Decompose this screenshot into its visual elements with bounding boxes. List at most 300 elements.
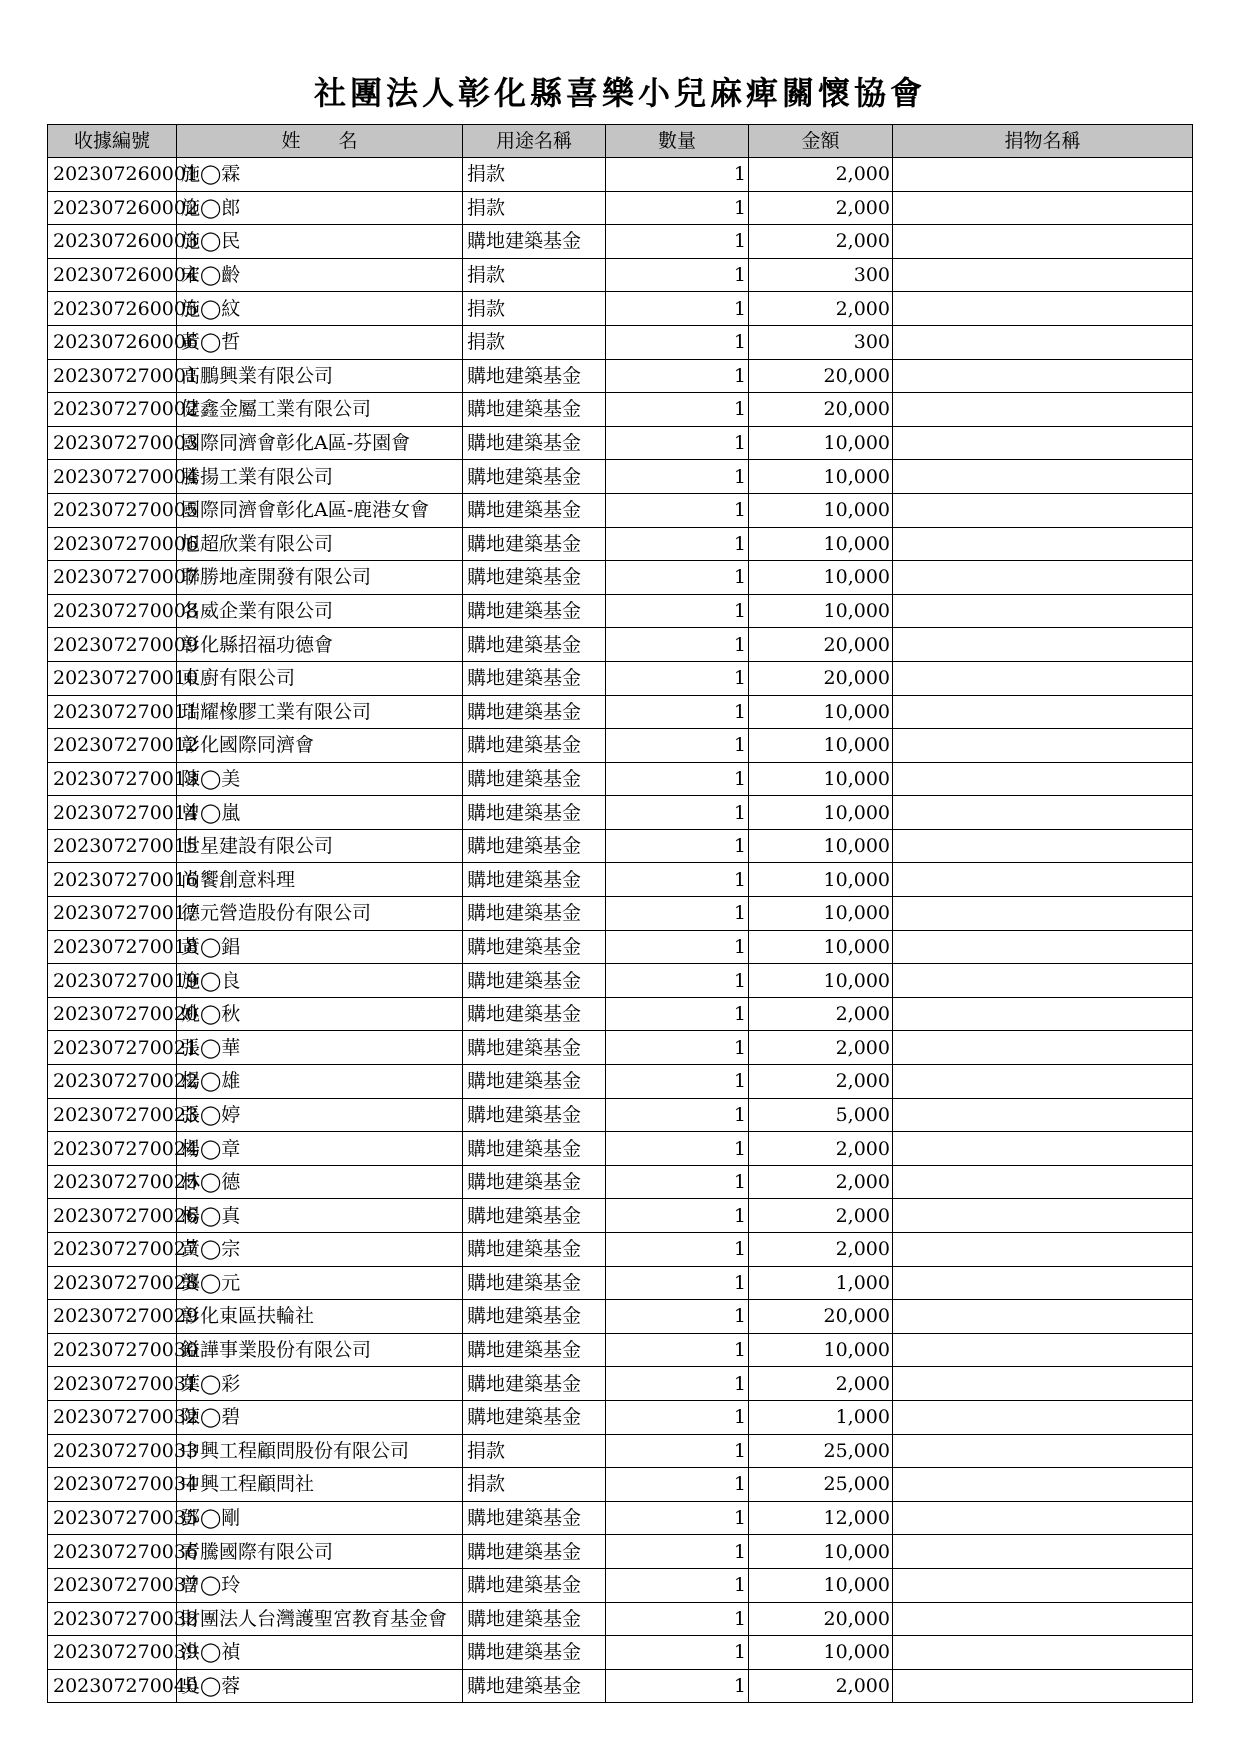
item-name-cell: [893, 325, 1193, 359]
item-name-cell: [893, 191, 1193, 225]
item-name-cell: [893, 527, 1193, 561]
amount-cell: 10,000: [749, 863, 893, 897]
table-row: [48, 1233, 1193, 1267]
purpose-cell: 捐款: [463, 325, 606, 359]
table-row: [48, 695, 1193, 729]
purpose-cell: 購地建築基金: [463, 997, 606, 1031]
table-row: [48, 258, 1193, 292]
quantity-cell: 1: [606, 359, 749, 393]
quantity-cell: 1: [606, 863, 749, 897]
amount-cell: 10,000: [749, 897, 893, 931]
purpose-cell: 購地建築基金: [463, 628, 606, 662]
receipt-no-cell: 202307270035: [48, 1501, 177, 1535]
receipt-no-cell: 202307270026: [48, 1199, 177, 1233]
donor-name-cell: 張◯華: [177, 1031, 463, 1065]
purpose-cell: 購地建築基金: [463, 1165, 606, 1199]
item-name-cell: [893, 964, 1193, 998]
quantity-cell: 1: [606, 561, 749, 595]
donor-name-cell: 高鵬興業有限公司: [177, 359, 463, 393]
item-name-cell: [893, 661, 1193, 695]
purpose-cell: 購地建築基金: [463, 1400, 606, 1434]
quantity-cell: 1: [606, 258, 749, 292]
purpose-cell: 購地建築基金: [463, 594, 606, 628]
table-body: [48, 158, 1193, 1703]
receipt-no-cell: 202307270021: [48, 1031, 177, 1065]
amount-cell: 20,000: [749, 359, 893, 393]
purpose-cell: 購地建築基金: [463, 359, 606, 393]
receipt-no-cell: 202307270039: [48, 1636, 177, 1670]
quantity-cell: 1: [606, 1669, 749, 1703]
table-row: [48, 897, 1193, 931]
amount-cell: 10,000: [749, 1636, 893, 1670]
item-name-cell: [893, 1300, 1193, 1334]
donor-name-cell: 中興工程顧問社: [177, 1468, 463, 1502]
quantity-cell: 1: [606, 393, 749, 427]
purpose-cell: 購地建築基金: [463, 1669, 606, 1703]
donor-name-cell: 洪◯禎: [177, 1636, 463, 1670]
purpose-cell: 購地建築基金: [463, 1233, 606, 1267]
donor-name-cell: 國際同濟會彰化A區-芬園會: [177, 426, 463, 460]
purpose-cell: 購地建築基金: [463, 460, 606, 494]
table-row: [48, 829, 1193, 863]
purpose-cell: 購地建築基金: [463, 729, 606, 763]
table-row: [48, 863, 1193, 897]
amount-cell: 20,000: [749, 661, 893, 695]
item-name-cell: [893, 729, 1193, 763]
amount-cell: 2,000: [749, 1031, 893, 1065]
item-name-cell: [893, 292, 1193, 326]
item-name-cell: [893, 1132, 1193, 1166]
donor-name-cell: 黃◯錩: [177, 930, 463, 964]
quantity-cell: 1: [606, 930, 749, 964]
table-row: [48, 1065, 1193, 1099]
quantity-cell: 1: [606, 1065, 749, 1099]
purpose-cell: 購地建築基金: [463, 1367, 606, 1401]
item-name-cell: [893, 1434, 1193, 1468]
receipt-no-cell: 202307270009: [48, 628, 177, 662]
quantity-cell: 1: [606, 1098, 749, 1132]
amount-cell: 20,000: [749, 1300, 893, 1334]
donor-name-cell: 中興工程顧問股份有限公司: [177, 1434, 463, 1468]
table-row: [48, 191, 1193, 225]
quantity-cell: 1: [606, 997, 749, 1031]
purpose-cell: 購地建築基金: [463, 762, 606, 796]
donation-table: [47, 124, 1193, 1703]
quantity-cell: 1: [606, 292, 749, 326]
donor-name-cell: 施◯紋: [177, 292, 463, 326]
quantity-cell: 1: [606, 729, 749, 763]
donor-name-cell: 騰揚工業有限公司: [177, 460, 463, 494]
table-row: [48, 930, 1193, 964]
quantity-cell: 1: [606, 1300, 749, 1334]
amount-cell: 10,000: [749, 460, 893, 494]
purpose-cell: 捐款: [463, 292, 606, 326]
table-row: [48, 325, 1193, 359]
donor-name-cell: 彰化東區扶輪社: [177, 1300, 463, 1334]
amount-cell: 2,000: [749, 191, 893, 225]
donor-name-cell: 鎰譁事業股份有限公司: [177, 1333, 463, 1367]
receipt-no-cell: 202307270004: [48, 460, 177, 494]
table-row: [48, 1501, 1193, 1535]
purpose-cell: 購地建築基金: [463, 426, 606, 460]
donor-name-cell: 施◯郎: [177, 191, 463, 225]
receipt-no-cell: 202307270023: [48, 1098, 177, 1132]
purpose-cell: 捐款: [463, 191, 606, 225]
purpose-cell: 購地建築基金: [463, 493, 606, 527]
purpose-cell: 購地建築基金: [463, 1065, 606, 1099]
item-name-cell: [893, 762, 1193, 796]
donor-name-cell: 宋◯齡: [177, 258, 463, 292]
item-name-cell: [893, 1636, 1193, 1670]
purpose-cell: 捐款: [463, 1434, 606, 1468]
item-name-cell: [893, 829, 1193, 863]
donor-name-cell: 東廚有限公司: [177, 661, 463, 695]
item-name-cell: [893, 997, 1193, 1031]
amount-cell: 2,000: [749, 158, 893, 192]
item-name-cell: [893, 1098, 1193, 1132]
donor-name-cell: 龔◯元: [177, 1266, 463, 1300]
amount-cell: 10,000: [749, 796, 893, 830]
item-name-cell: [893, 1568, 1193, 1602]
donor-name-cell: 林◯德: [177, 1165, 463, 1199]
donor-name-cell: 德元營造股份有限公司: [177, 897, 463, 931]
amount-cell: 20,000: [749, 628, 893, 662]
amount-cell: 2,000: [749, 1233, 893, 1267]
donor-name-cell: 尚饗創意料理: [177, 863, 463, 897]
purpose-cell: 購地建築基金: [463, 561, 606, 595]
receipt-no-cell: 202307270040: [48, 1669, 177, 1703]
table-row: [48, 1434, 1193, 1468]
table-row: [48, 1199, 1193, 1233]
quantity-cell: 1: [606, 1199, 749, 1233]
item-name-cell: [893, 1669, 1193, 1703]
purpose-cell: 購地建築基金: [463, 829, 606, 863]
item-name-cell: [893, 1400, 1193, 1434]
header-purpose: 用途名稱: [463, 125, 606, 158]
donor-name-cell: 名威企業有限公司: [177, 594, 463, 628]
item-name-cell: [893, 225, 1193, 259]
quantity-cell: 1: [606, 493, 749, 527]
table-row: [48, 1165, 1193, 1199]
receipt-no-cell: 202307270028: [48, 1266, 177, 1300]
receipt-no-cell: 202307270018: [48, 930, 177, 964]
donor-name-cell: 姚◯秋: [177, 997, 463, 1031]
table-row: [48, 762, 1193, 796]
receipt-no-cell: 202307270038: [48, 1602, 177, 1636]
quantity-cell: 1: [606, 964, 749, 998]
quantity-cell: 1: [606, 897, 749, 931]
quantity-cell: 1: [606, 191, 749, 225]
amount-cell: 10,000: [749, 964, 893, 998]
item-name-cell: [893, 1501, 1193, 1535]
amount-cell: 2,000: [749, 997, 893, 1031]
purpose-cell: 購地建築基金: [463, 527, 606, 561]
table-row: [48, 661, 1193, 695]
purpose-cell: 捐款: [463, 158, 606, 192]
receipt-no-cell: 202307270011: [48, 695, 177, 729]
donor-name-cell: 陳◯碧: [177, 1400, 463, 1434]
item-name-cell: [893, 359, 1193, 393]
item-name-cell: [893, 1367, 1193, 1401]
item-name-cell: [893, 930, 1193, 964]
quantity-cell: 1: [606, 695, 749, 729]
table-row: [48, 1031, 1193, 1065]
header-name: 姓 名: [177, 125, 463, 158]
receipt-no-cell: 202307270014: [48, 796, 177, 830]
receipt-no-cell: 202307260005: [48, 292, 177, 326]
table-row: [48, 1669, 1193, 1703]
purpose-cell: 購地建築基金: [463, 1266, 606, 1300]
amount-cell: 10,000: [749, 729, 893, 763]
donor-name-cell: 施◯民: [177, 225, 463, 259]
item-name-cell: [893, 158, 1193, 192]
donor-name-cell: 張◯婷: [177, 1098, 463, 1132]
quantity-cell: 1: [606, 1266, 749, 1300]
item-name-cell: [893, 897, 1193, 931]
receipt-no-cell: 202307270025: [48, 1165, 177, 1199]
quantity-cell: 1: [606, 661, 749, 695]
quantity-cell: 1: [606, 1165, 749, 1199]
amount-cell: 2,000: [749, 292, 893, 326]
item-name-cell: [893, 426, 1193, 460]
purpose-cell: 購地建築基金: [463, 796, 606, 830]
donor-name-cell: 鄧◯剛: [177, 1501, 463, 1535]
quantity-cell: 1: [606, 1468, 749, 1502]
amount-cell: 1,000: [749, 1400, 893, 1434]
item-name-cell: [893, 1266, 1193, 1300]
purpose-cell: 購地建築基金: [463, 1333, 606, 1367]
quantity-cell: 1: [606, 594, 749, 628]
amount-cell: 10,000: [749, 762, 893, 796]
table-row: [48, 158, 1193, 192]
receipt-no-cell: 202307270020: [48, 997, 177, 1031]
quantity-cell: 1: [606, 762, 749, 796]
receipt-no-cell: 202307260001: [48, 158, 177, 192]
amount-cell: 5,000: [749, 1098, 893, 1132]
table-row: [48, 997, 1193, 1031]
quantity-cell: 1: [606, 426, 749, 460]
amount-cell: 300: [749, 258, 893, 292]
table-row: [48, 393, 1193, 427]
receipt-no-cell: 202307260006: [48, 325, 177, 359]
item-name-cell: [893, 1199, 1193, 1233]
table-row: [48, 292, 1193, 326]
quantity-cell: 1: [606, 1535, 749, 1569]
receipt-no-cell: 202307270037: [48, 1568, 177, 1602]
table-row: [48, 1098, 1193, 1132]
amount-cell: 10,000: [749, 561, 893, 595]
item-name-cell: [893, 863, 1193, 897]
amount-cell: 10,000: [749, 1333, 893, 1367]
donor-name-cell: 彰化縣招福功德會: [177, 628, 463, 662]
item-name-cell: [893, 1468, 1193, 1502]
quantity-cell: 1: [606, 1367, 749, 1401]
amount-cell: 10,000: [749, 829, 893, 863]
purpose-cell: 購地建築基金: [463, 1602, 606, 1636]
receipt-no-cell: 202307270006: [48, 527, 177, 561]
table-row: [48, 1367, 1193, 1401]
receipt-no-cell: 202307270001: [48, 359, 177, 393]
table-row: [48, 1300, 1193, 1334]
quantity-cell: 1: [606, 829, 749, 863]
purpose-cell: 購地建築基金: [463, 964, 606, 998]
purpose-cell: 購地建築基金: [463, 863, 606, 897]
purpose-cell: 購地建築基金: [463, 1636, 606, 1670]
quantity-cell: 1: [606, 527, 749, 561]
purpose-cell: 購地建築基金: [463, 393, 606, 427]
purpose-cell: 購地建築基金: [463, 1501, 606, 1535]
table-row: [48, 964, 1193, 998]
donor-name-cell: 瑞耀橡膠工業有限公司: [177, 695, 463, 729]
purpose-cell: 捐款: [463, 258, 606, 292]
table-row: [48, 729, 1193, 763]
donor-name-cell: 聯勝地產開發有限公司: [177, 561, 463, 595]
amount-cell: 10,000: [749, 695, 893, 729]
purpose-cell: 購地建築基金: [463, 1568, 606, 1602]
item-name-cell: [893, 594, 1193, 628]
amount-cell: 10,000: [749, 493, 893, 527]
quantity-cell: 1: [606, 1602, 749, 1636]
receipt-no-cell: 202307270032: [48, 1400, 177, 1434]
amount-cell: 2,000: [749, 1132, 893, 1166]
amount-cell: 10,000: [749, 426, 893, 460]
receipt-no-cell: 202307270002: [48, 393, 177, 427]
amount-cell: 10,000: [749, 527, 893, 561]
table-row: [48, 1400, 1193, 1434]
donor-name-cell: 楊◯真: [177, 1199, 463, 1233]
receipt-no-cell: 202307270029: [48, 1300, 177, 1334]
donor-name-cell: 旭超欣業有限公司: [177, 527, 463, 561]
item-name-cell: [893, 258, 1193, 292]
receipt-no-cell: 202307270034: [48, 1468, 177, 1502]
receipt-no-cell: 202307260002: [48, 191, 177, 225]
quantity-cell: 1: [606, 225, 749, 259]
receipt-no-cell: 202307270024: [48, 1132, 177, 1166]
purpose-cell: 購地建築基金: [463, 1031, 606, 1065]
receipt-no-cell: 202307270027: [48, 1233, 177, 1267]
header-quantity: 數量: [606, 125, 749, 158]
purpose-cell: 購地建築基金: [463, 1098, 606, 1132]
amount-cell: 10,000: [749, 1535, 893, 1569]
donor-name-cell: 曾◯玲: [177, 1568, 463, 1602]
quantity-cell: 1: [606, 796, 749, 830]
receipt-no-cell: 202307270016: [48, 863, 177, 897]
table-row: [48, 1636, 1193, 1670]
quantity-cell: 1: [606, 158, 749, 192]
quantity-cell: 1: [606, 1501, 749, 1535]
amount-cell: 20,000: [749, 393, 893, 427]
item-name-cell: [893, 493, 1193, 527]
item-name-cell: [893, 796, 1193, 830]
receipt-no-cell: 202307270012: [48, 729, 177, 763]
receipt-no-cell: 202307260003: [48, 225, 177, 259]
amount-cell: 1,000: [749, 1266, 893, 1300]
receipt-no-cell: 202307270003: [48, 426, 177, 460]
table-header-row: [48, 125, 1193, 158]
amount-cell: 10,000: [749, 594, 893, 628]
table-row: [48, 796, 1193, 830]
donor-name-cell: 楊◯章: [177, 1132, 463, 1166]
table-row: [48, 594, 1193, 628]
donor-name-cell: 世星建設有限公司: [177, 829, 463, 863]
purpose-cell: 購地建築基金: [463, 225, 606, 259]
donor-name-cell: 曾◯嵐: [177, 796, 463, 830]
amount-cell: 25,000: [749, 1468, 893, 1502]
amount-cell: 2,000: [749, 1199, 893, 1233]
table-row: [48, 426, 1193, 460]
item-name-cell: [893, 628, 1193, 662]
donor-name-cell: 施◯良: [177, 964, 463, 998]
purpose-cell: 購地建築基金: [463, 1300, 606, 1334]
donor-name-cell: 彰化國際同濟會: [177, 729, 463, 763]
table-row: [48, 359, 1193, 393]
amount-cell: 12,000: [749, 1501, 893, 1535]
table-row: [48, 460, 1193, 494]
receipt-no-cell: 202307260004: [48, 258, 177, 292]
item-name-cell: [893, 460, 1193, 494]
receipt-no-cell: 202307270017: [48, 897, 177, 931]
item-name-cell: [893, 1165, 1193, 1199]
receipt-no-cell: 202307270008: [48, 594, 177, 628]
item-name-cell: [893, 1065, 1193, 1099]
amount-cell: 300: [749, 325, 893, 359]
purpose-cell: 購地建築基金: [463, 695, 606, 729]
quantity-cell: 1: [606, 460, 749, 494]
quantity-cell: 1: [606, 1132, 749, 1166]
table-row: [48, 1568, 1193, 1602]
amount-cell: 10,000: [749, 930, 893, 964]
receipt-no-cell: 202307270013: [48, 762, 177, 796]
amount-cell: 2,000: [749, 1367, 893, 1401]
table-row: [48, 1333, 1193, 1367]
donor-name-cell: 國際同濟會彰化A區-鹿港女會: [177, 493, 463, 527]
quantity-cell: 1: [606, 325, 749, 359]
receipt-no-cell: 202307270031: [48, 1367, 177, 1401]
quantity-cell: 1: [606, 1568, 749, 1602]
quantity-cell: 1: [606, 1333, 749, 1367]
donor-name-cell: 黃◯哲: [177, 325, 463, 359]
table-row: [48, 1468, 1193, 1502]
header-receipt-no: 收據編號: [48, 125, 177, 158]
header-amount: 金額: [749, 125, 893, 158]
receipt-no-cell: 202307270005: [48, 493, 177, 527]
quantity-cell: 1: [606, 628, 749, 662]
purpose-cell: 購地建築基金: [463, 1132, 606, 1166]
receipt-no-cell: 202307270030: [48, 1333, 177, 1367]
item-name-cell: [893, 393, 1193, 427]
item-name-cell: [893, 1233, 1193, 1267]
table-row: [48, 1602, 1193, 1636]
table-row: [48, 225, 1193, 259]
purpose-cell: 購地建築基金: [463, 930, 606, 964]
purpose-cell: 購地建築基金: [463, 1199, 606, 1233]
table-row: [48, 561, 1193, 595]
table-row: [48, 1535, 1193, 1569]
table-row: [48, 1132, 1193, 1166]
table-row: [48, 1266, 1193, 1300]
item-name-cell: [893, 1535, 1193, 1569]
receipt-no-cell: 202307270036: [48, 1535, 177, 1569]
item-name-cell: [893, 1333, 1193, 1367]
item-name-cell: [893, 695, 1193, 729]
item-name-cell: [893, 1602, 1193, 1636]
donor-name-cell: 楊◯雄: [177, 1065, 463, 1099]
purpose-cell: 購地建築基金: [463, 897, 606, 931]
quantity-cell: 1: [606, 1031, 749, 1065]
quantity-cell: 1: [606, 1434, 749, 1468]
receipt-no-cell: 202307270007: [48, 561, 177, 595]
page-title: 社團法人彰化縣喜樂小兒麻痺關懷協會: [313, 74, 926, 112]
